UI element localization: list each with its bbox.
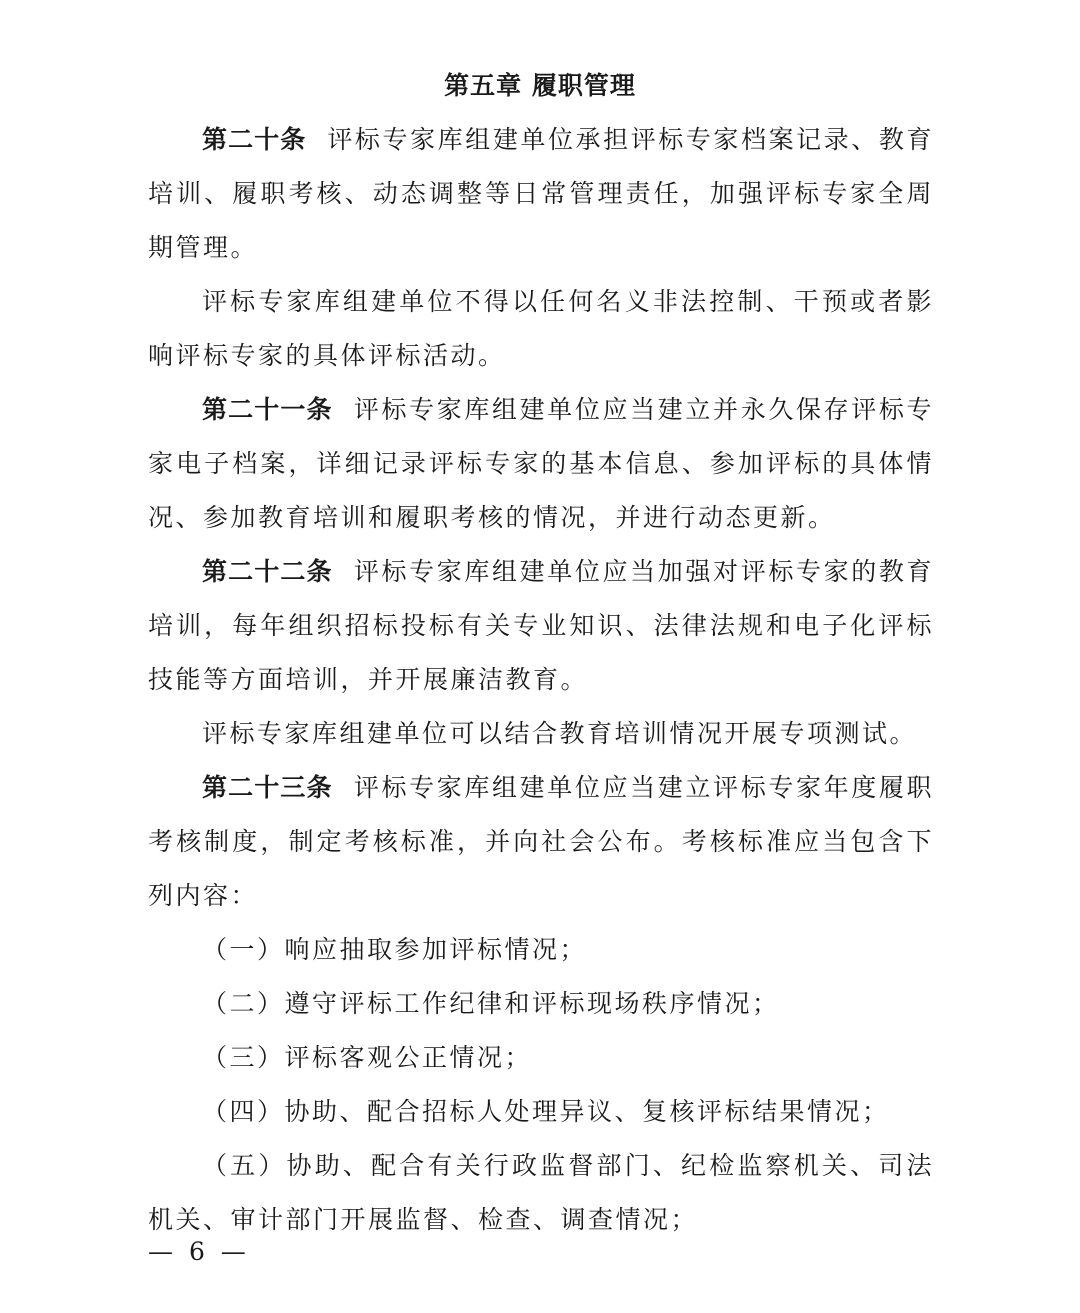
paragraph-text: （三）评标客观公正情况； (202, 1043, 533, 1072)
paragraph-text: 评标专家库组建单位不得以任何名义非法控制、干预或者影响评标专家的具体评标活动。 (148, 287, 934, 370)
paragraph-text: （二）遵守评标工作纪律和评标现场秩序情况； (202, 989, 780, 1018)
paragraph (148, 113, 934, 275)
paragraph-text: （五）协助、配合有关行政监督部门、纪检监察机关、司法机关、审计部门开展监督、检查、调查情况； (148, 1151, 934, 1234)
paragraph (148, 761, 934, 923)
article-number: 第二十三条 (202, 773, 333, 802)
paragraph (148, 545, 934, 707)
paragraph-text: 评标专家库组建单位应当加强对评标专家的教育培训，每年组织招标投标有关专业知识、法律法规和电子化评标技能等方面培训，并开展廉洁教育。 (148, 557, 934, 694)
page-number: — 6 — (148, 1237, 250, 1266)
list-item (148, 923, 934, 977)
body-text (148, 113, 934, 1247)
chapter-title: 第五章 履职管理 (444, 71, 636, 100)
list-item (148, 1031, 934, 1085)
paragraph-text: 评标专家库组建单位可以结合教育培训情况开展专项测试。 (202, 719, 918, 748)
article-number: 第二十条 (202, 125, 307, 154)
list-item (148, 1085, 934, 1139)
article-number: 第二十一条 (202, 395, 333, 424)
paragraph-text: （一）响应抽取参加评标情况； (202, 935, 588, 964)
list-item (148, 1139, 934, 1247)
paragraph-text: （四）协助、配合招标人处理异议、复核评标结果情况； (202, 1097, 890, 1126)
article-number: 第二十二条 (202, 557, 333, 586)
paragraph-text: 评标专家库组建单位承担评标专家档案记录、教育培训、履职考核、动态调整等日常管理责任，加强评标专家全周期管理。 (148, 125, 934, 262)
list-item (148, 977, 934, 1031)
paragraph-text: 评标专家库组建单位应当建立评标专家年度履职考核制度，制定考核标准，并向社会公布。考核标准应当包含下列内容： (148, 773, 934, 910)
paragraph-text: 评标专家库组建单位应当建立并永久保存评标专家电子档案，详细记录评标专家的基本信息、参加评标的具体情况、参加教育培训和履职考核的情况，并进行动态更新。 (148, 395, 934, 532)
paragraph (148, 707, 934, 761)
paragraph (148, 275, 934, 383)
paragraph (148, 383, 934, 545)
